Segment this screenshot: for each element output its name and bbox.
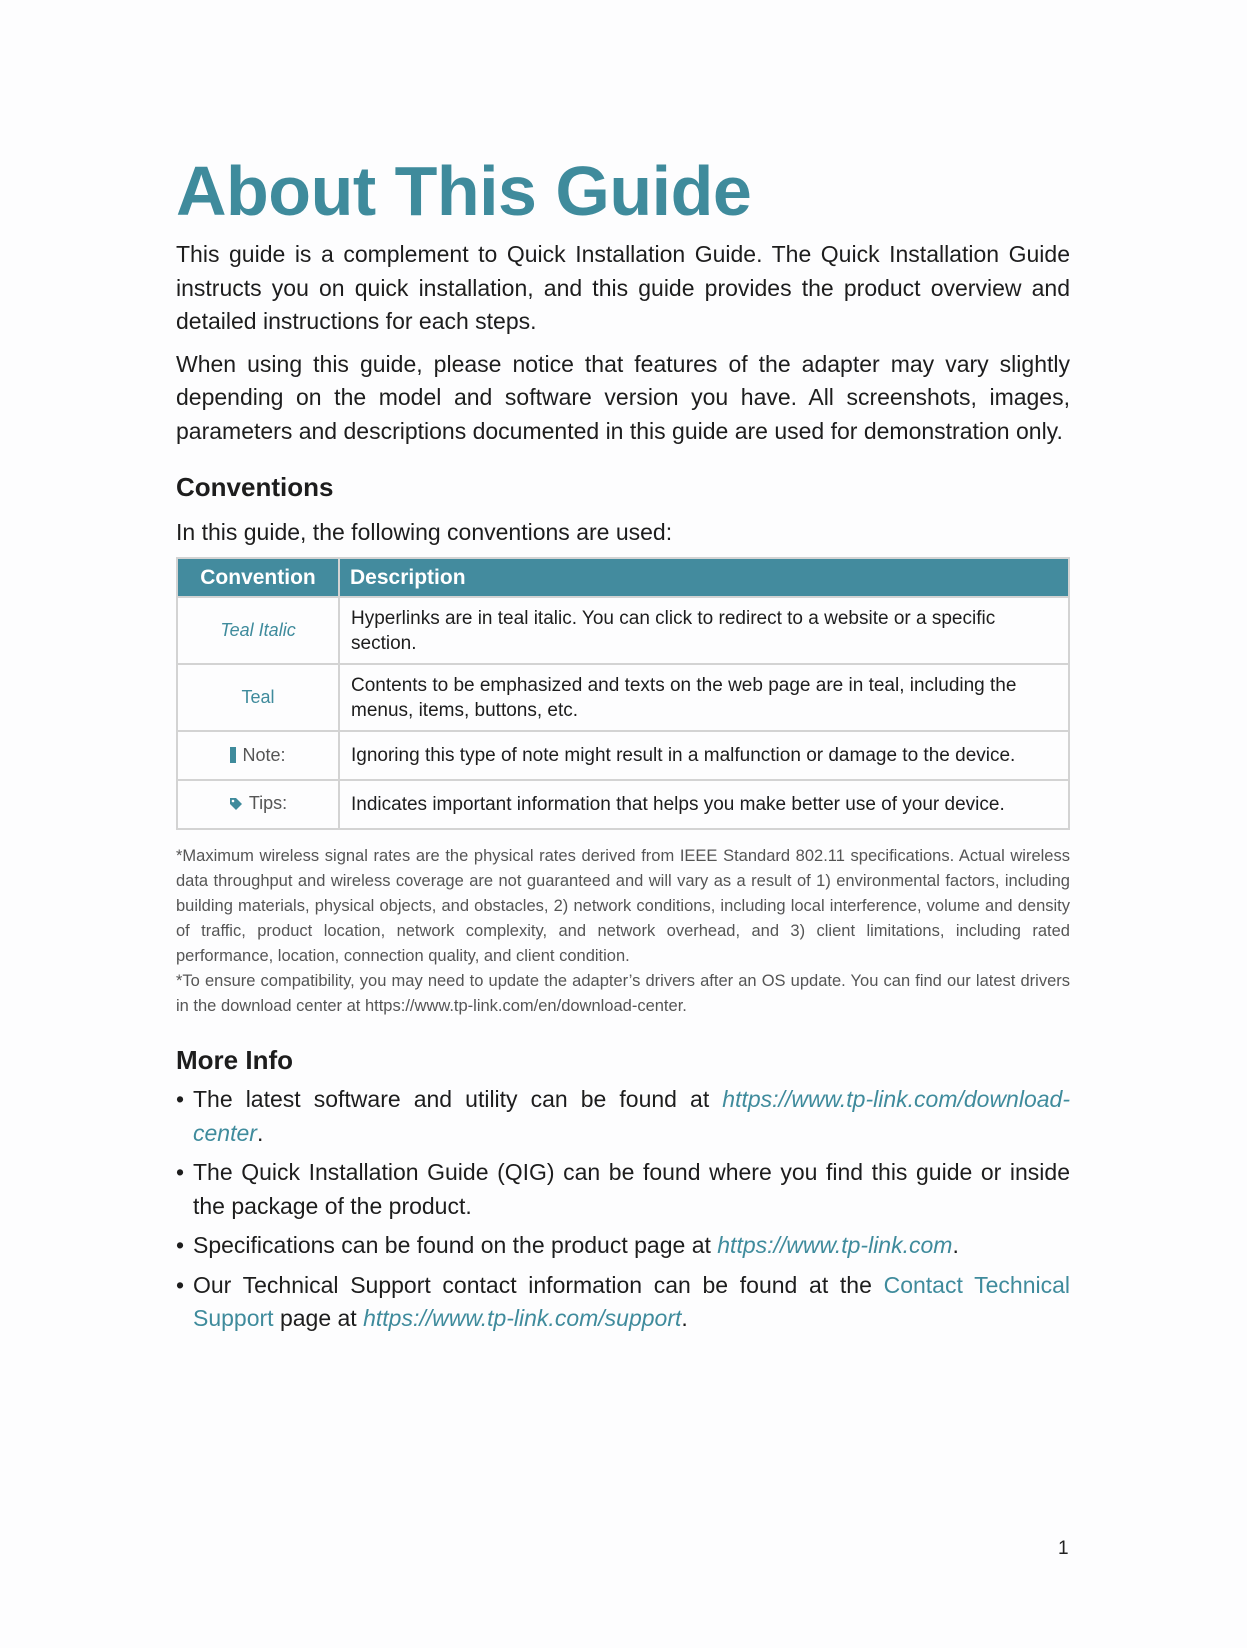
bullet-icon: •: [176, 1271, 185, 1298]
table-row: [177, 731, 1069, 780]
column-header-convention: Convention: [177, 558, 339, 597]
description-cell: Ignoring this type of note might result in a malfunction or damage to the device.: [339, 731, 1069, 780]
more-info-list: [176, 1083, 1070, 1336]
tag-icon: [229, 793, 243, 818]
notice-paragraph: When using this guide, please notice that features of the adapter may vary slightly depending on the model and software version you have. All screenshots, images, parameters and descriptions documented in this guide are used for demonstration only.: [176, 350, 1070, 444]
description-cell: Indicates important information that helps you make better use of your device.: [339, 780, 1069, 829]
download-center-link[interactable]: https://www.tp-link.com/download-center: [193, 1086, 1070, 1146]
conventions-table: [176, 557, 1070, 830]
bullet-icon: •: [176, 1159, 185, 1185]
convention-cell: Teal: [177, 664, 339, 731]
item-text-end: .: [681, 1305, 688, 1331]
page-title: About This Guide: [176, 152, 752, 230]
footnote-rates: *Maximum wireless signal rates are the physical rates derived from IEEE Standard 802.11 specifications. Actual wireless data throughput and wireless coverage are not guaranteed and will vary as a result of 1) environmental factors, including building materials, physical objects, and obstacles, 2) network conditions, including local interference, volume and density of traffic, product location, network complexity, and network overhead, and 3) client limitations, including rated performance, location, connection quality, and client condition.: [176, 847, 1070, 965]
item-text-mid: page at: [273, 1305, 364, 1331]
convention-label: Note:: [242, 745, 286, 765]
support-link[interactable]: https://www.tp-link.com/support: [363, 1305, 682, 1331]
item-text: The latest software and utility can be found at: [193, 1086, 723, 1112]
contact-support-label: Contact Technical Support: [193, 1271, 1071, 1331]
table-row: [177, 597, 1069, 664]
intro-paragraph: This guide is a complement to Quick Installation Guide. The Quick Installation Guide instructs you on quick installation, and this guide provides the product overview and detailed instructions for each steps.: [176, 241, 1070, 334]
conventions-intro: In this guide, the following conventions are used:: [176, 519, 673, 545]
table-row: [177, 780, 1069, 829]
item-text: Specifications can be found on the product page at: [193, 1232, 718, 1258]
convention-cell: [177, 731, 339, 780]
product-page-link[interactable]: https://www.tp-link.com: [717, 1232, 953, 1258]
item-text: Our Technical Support contact information can be found at the: [193, 1271, 884, 1298]
item-text-end: .: [952, 1232, 959, 1258]
table-header-row: [177, 558, 1069, 597]
item-text-end: .: [256, 1119, 264, 1146]
description-cell: Contents to be emphasized and texts on the web page are in teal, including the menus, items, buttons, etc.: [339, 664, 1069, 731]
list-item: [176, 1083, 1070, 1150]
page-content: [176, 150, 1070, 1342]
convention-label: Tips:: [248, 793, 288, 813]
description-cell: Hyperlinks are in teal italic. You can click to redirect to a website or a specific section.: [339, 597, 1069, 664]
convention-cell: Teal Italic: [177, 597, 339, 664]
note-bar-icon: [230, 747, 236, 763]
more-info-heading: More Info: [176, 1045, 293, 1075]
list-item: [176, 1269, 1070, 1336]
bullet-icon: •: [176, 1086, 185, 1112]
footnote-drivers: *To ensure compatibility, you may need to update the adapter’s drivers after an OS update. You can find our latest drivers in the download center at https://www.tp-link.com/en/download-center.: [176, 972, 1070, 1015]
list-item: [176, 1156, 1070, 1223]
item-text: The Quick Installation Guide (QIG) can be found where you find this guide or inside the package of the product.: [193, 1159, 1070, 1219]
conventions-heading: Conventions: [176, 472, 334, 502]
table-row: [177, 664, 1069, 731]
column-header-description: Description: [339, 558, 1069, 597]
bullet-icon: •: [176, 1232, 185, 1258]
list-item: [176, 1229, 1070, 1263]
convention-cell: [177, 780, 339, 829]
page-number: 1: [1058, 1538, 1069, 1559]
